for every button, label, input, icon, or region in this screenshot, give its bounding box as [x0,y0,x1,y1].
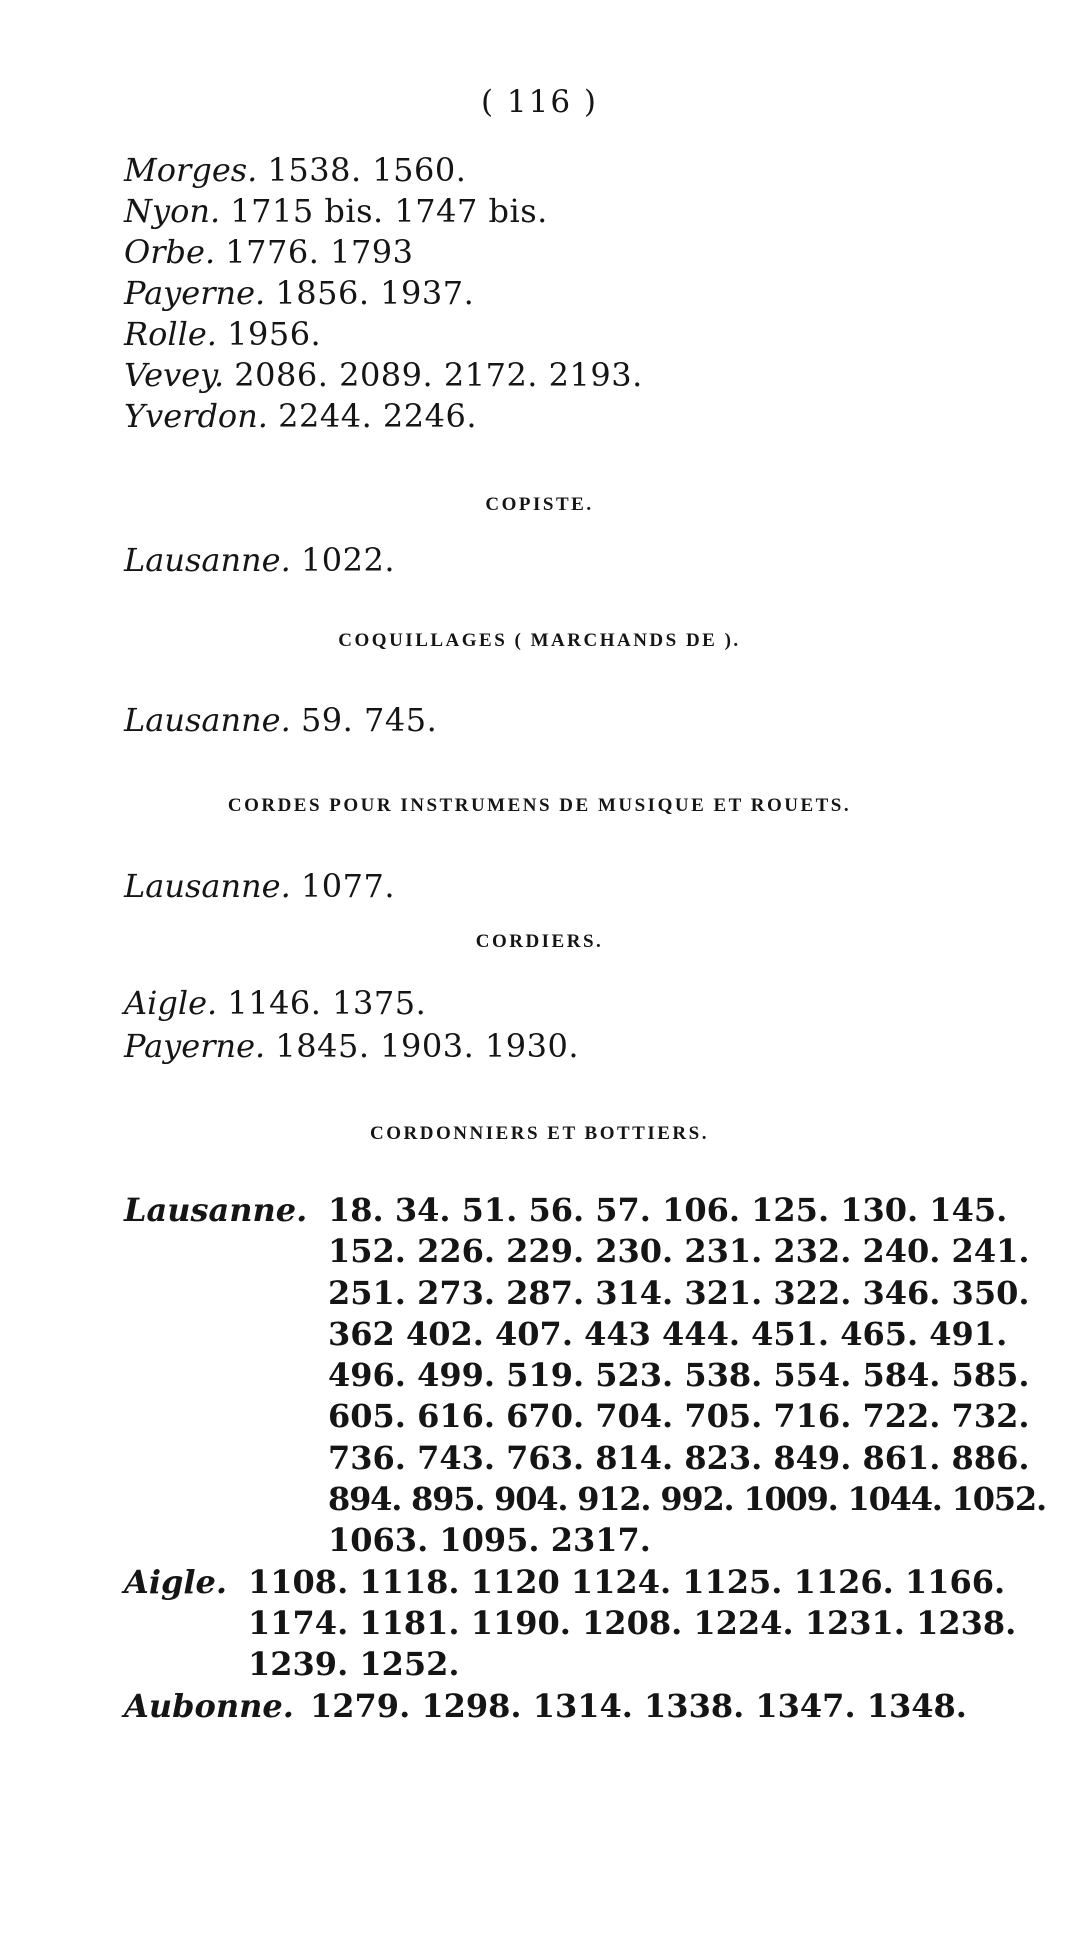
entry-row [124,1355,1046,1396]
entry-row [124,1520,1046,1561]
entry-numbers: 1856. 1937. [275,274,475,312]
entry [124,396,477,436]
entry [124,866,395,906]
entry-numbers: 1174. 1181. 1190. 1208. 1224. 1231. 1238. [248,1603,1017,1642]
entry-numbers: 1279. 1298. 1314. 1338. 1347. 1348. [310,1686,967,1725]
page-number: ( 116 ) [480,84,599,120]
entry-row [124,1562,1046,1603]
section-heading: CORDIERS. [475,931,604,952]
entry-numbers: 1538. 1560. [267,151,467,189]
entry [124,1026,579,1066]
entry [124,150,466,190]
entry-numbers: 1108. 1118. 1120 1124. 1125. 1126. 1166. [248,1562,1006,1601]
entry-numbers: 1715 bis. 1747 bis. [230,192,548,230]
entry-row [124,1438,1046,1479]
place-name: Lausanne. [124,1191,308,1229]
entry-numbers: 1063. 1095. 2317. [328,1521,651,1560]
entry-numbers: 1022. [300,541,396,579]
section-heading: COPISTE. [485,494,594,515]
place-name: Aubonne. [124,1686,294,1725]
entry-row [124,1314,1046,1355]
entry-block [124,1190,1046,1727]
entry-row [124,1273,1046,1314]
entry [124,540,395,580]
place-name: Aigle. [124,1562,228,1601]
entry-numbers: 2086. 2089. 2172. 2193. [234,356,643,394]
place-name: Lausanne. [124,867,291,905]
entry [124,191,548,231]
entry [124,983,426,1023]
entry [124,314,321,354]
entry-numbers: 894. 895. 904. 912. 992. 1009. 1044. 1052. [328,1480,1046,1519]
place-name: Payerne. [124,1027,266,1065]
entry-row [124,1603,1046,1644]
entry-row [124,1231,1046,1272]
place-name: Lausanne. [124,701,291,739]
entry-row [124,1396,1046,1437]
entry-numbers: 1845. 1903. 1930. [275,1027,580,1065]
entry-numbers: 362 402. 407. 443 444. 451. 465. 491. [328,1314,1008,1353]
entry-numbers: 2244. 2246. [278,397,478,435]
section-heading: CORDONNIERS ET BOTTIERS. [370,1123,709,1144]
entry-numbers: 1956. [227,315,322,353]
place-name: Orbe. [124,233,216,271]
entry-numbers: 152. 226. 229. 230. 231. 232. 240. 241. [328,1232,1030,1271]
entry-row [124,1644,1046,1685]
entry-numbers: 605. 616. 670. 704. 705. 716. 722. 732. [328,1397,1030,1436]
section-heading: CORDES POUR INSTRUMENS DE MUSIQUE ET ROUETS. [227,795,852,816]
entry-row [124,1686,1046,1727]
place-name: Morges. [124,151,258,189]
entry-numbers: 1146. 1375. [227,984,427,1022]
place-name: Lausanne. [124,541,291,579]
place-name: Yverdon. [124,397,268,435]
entry-numbers: 496. 499. 519. 523. 538. 554. 584. 585. [328,1356,1030,1395]
entry-numbers: 59. 745. [300,701,438,739]
section-heading: COQUILLAGES ( MARCHANDS DE ). [338,630,741,651]
entry [124,273,474,313]
place-name: Nyon. [124,192,221,230]
place-name: Aigle. [124,984,218,1022]
entry [124,232,414,272]
place-name: Payerne. [124,274,266,312]
entry-row [124,1479,1046,1520]
entry-numbers: 18. 34. 51. 56. 57. 106. 125. 130. 145. [328,1191,1008,1229]
entry [124,355,643,395]
entry [124,700,437,740]
place-name: Vevey. [124,356,225,394]
place-name: Rolle. [124,315,217,353]
entry-numbers: 1077. [300,867,396,905]
entry-numbers: 251. 273. 287. 314. 321. 322. 346. 350. [328,1273,1030,1312]
entry-row [124,1190,1046,1231]
entry-numbers: 1239. 1252. [248,1645,460,1684]
entry-numbers: 736. 743. 763. 814. 823. 849. 861. 886. [328,1438,1030,1477]
entry-numbers: 1776. 1793 [225,233,414,271]
